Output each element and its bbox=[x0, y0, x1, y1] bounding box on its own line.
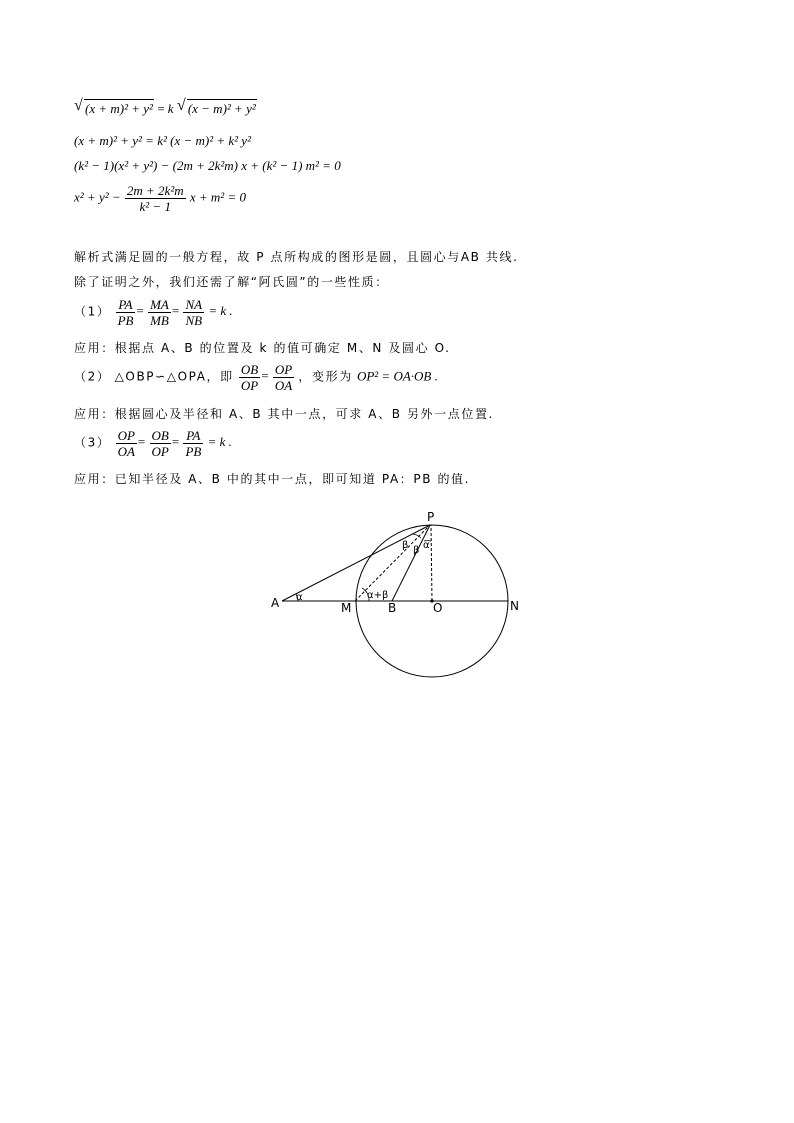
label-beta-2: β bbox=[413, 545, 420, 556]
application-3: 应用：已知半径及 A、B 中的其中一点，即可知道 PA：PB 的值. bbox=[74, 472, 471, 486]
fraction: $\frac{PA}{PB}$ bbox=[185, 428, 202, 459]
equation-2: (x + m)² + y² = k² (x − m)² + k² y² bbox=[74, 133, 251, 148]
property-2: （2） △OBP∽△OPA，即 $\frac{OB}{OP}$ = $\frac{OP}{OA}$ ，变形为 OP² = OA·OB . bbox=[74, 362, 438, 393]
fraction: $\frac{OP}{OA}$ bbox=[117, 428, 135, 459]
fraction: $\frac{\text{2m + 2k²m}}{\text{k² − 1}}$ bbox=[126, 183, 184, 214]
line-BP bbox=[392, 525, 430, 601]
fraction: $\frac{OB}{OP}$ bbox=[151, 428, 169, 459]
application-2: 应用：根据圆心及半径和 A、B 其中一点，可求 A、B 另外一点位置. bbox=[74, 407, 494, 421]
property-3: （3） $\frac{OP}{OA}$ = $\frac{OB}{OP}$ = $\frac{PA}{PB}$ = k . bbox=[74, 428, 232, 459]
label-P: P bbox=[427, 510, 435, 524]
label-A: A bbox=[271, 596, 280, 610]
sqrt-left: √ (x + m)² + y² bbox=[74, 97, 153, 116]
sqrt-right: √ (x − m)² + y² bbox=[176, 97, 256, 116]
fraction: $\frac{OP}{OA}$ bbox=[274, 362, 293, 393]
application-1: 应用：根据点 A、B 的位置及 k 的值可确定 M、N 及圆心 O. bbox=[74, 341, 451, 355]
line-OP bbox=[431, 525, 432, 601]
line-AP bbox=[282, 525, 430, 601]
paragraph-2: 除了证明之外，我们还需了解“阿氏圆”的一些性质： bbox=[74, 275, 389, 289]
equation-1: √ (x + m)² + y² = k √ (x − m)² + y² bbox=[74, 97, 256, 116]
label-M: M bbox=[341, 601, 352, 615]
equation-4: x² + y² − $\frac{\text{2m + 2k²m}}{\text{k² − 1}}$ x + m² = 0 bbox=[74, 183, 246, 214]
equation-3: (k² − 1)(x² + y²) − (2m + 2k²m) x + (k² − 1) m² = 0 bbox=[74, 158, 341, 173]
fraction: $\frac{OB}{OP}$ bbox=[240, 362, 259, 393]
paragraph-1: 解析式满足圆的一般方程，故 P 点所构成的图形是圆，且圆心与AB 共线. bbox=[74, 250, 519, 264]
label-N: N bbox=[510, 599, 519, 613]
label-alpha-A: α bbox=[296, 592, 303, 603]
label-beta-1: β bbox=[402, 540, 409, 551]
fraction: $\frac{MA}{MB}$ bbox=[150, 297, 169, 328]
label-alpha-P: α bbox=[423, 540, 430, 551]
label-O: O bbox=[433, 601, 443, 615]
label-B: B bbox=[388, 601, 397, 615]
fraction: $\frac{NA}{NB}$ bbox=[185, 297, 203, 328]
property-1: （1） $\frac{PA}{PB}$ = $\frac{MA}{MB}$ = $\frac{NA}{NB}$ = k . bbox=[74, 297, 233, 328]
label-alpha-beta: α+β bbox=[367, 590, 389, 601]
fraction: $\frac{PA}{PB}$ bbox=[117, 297, 134, 328]
